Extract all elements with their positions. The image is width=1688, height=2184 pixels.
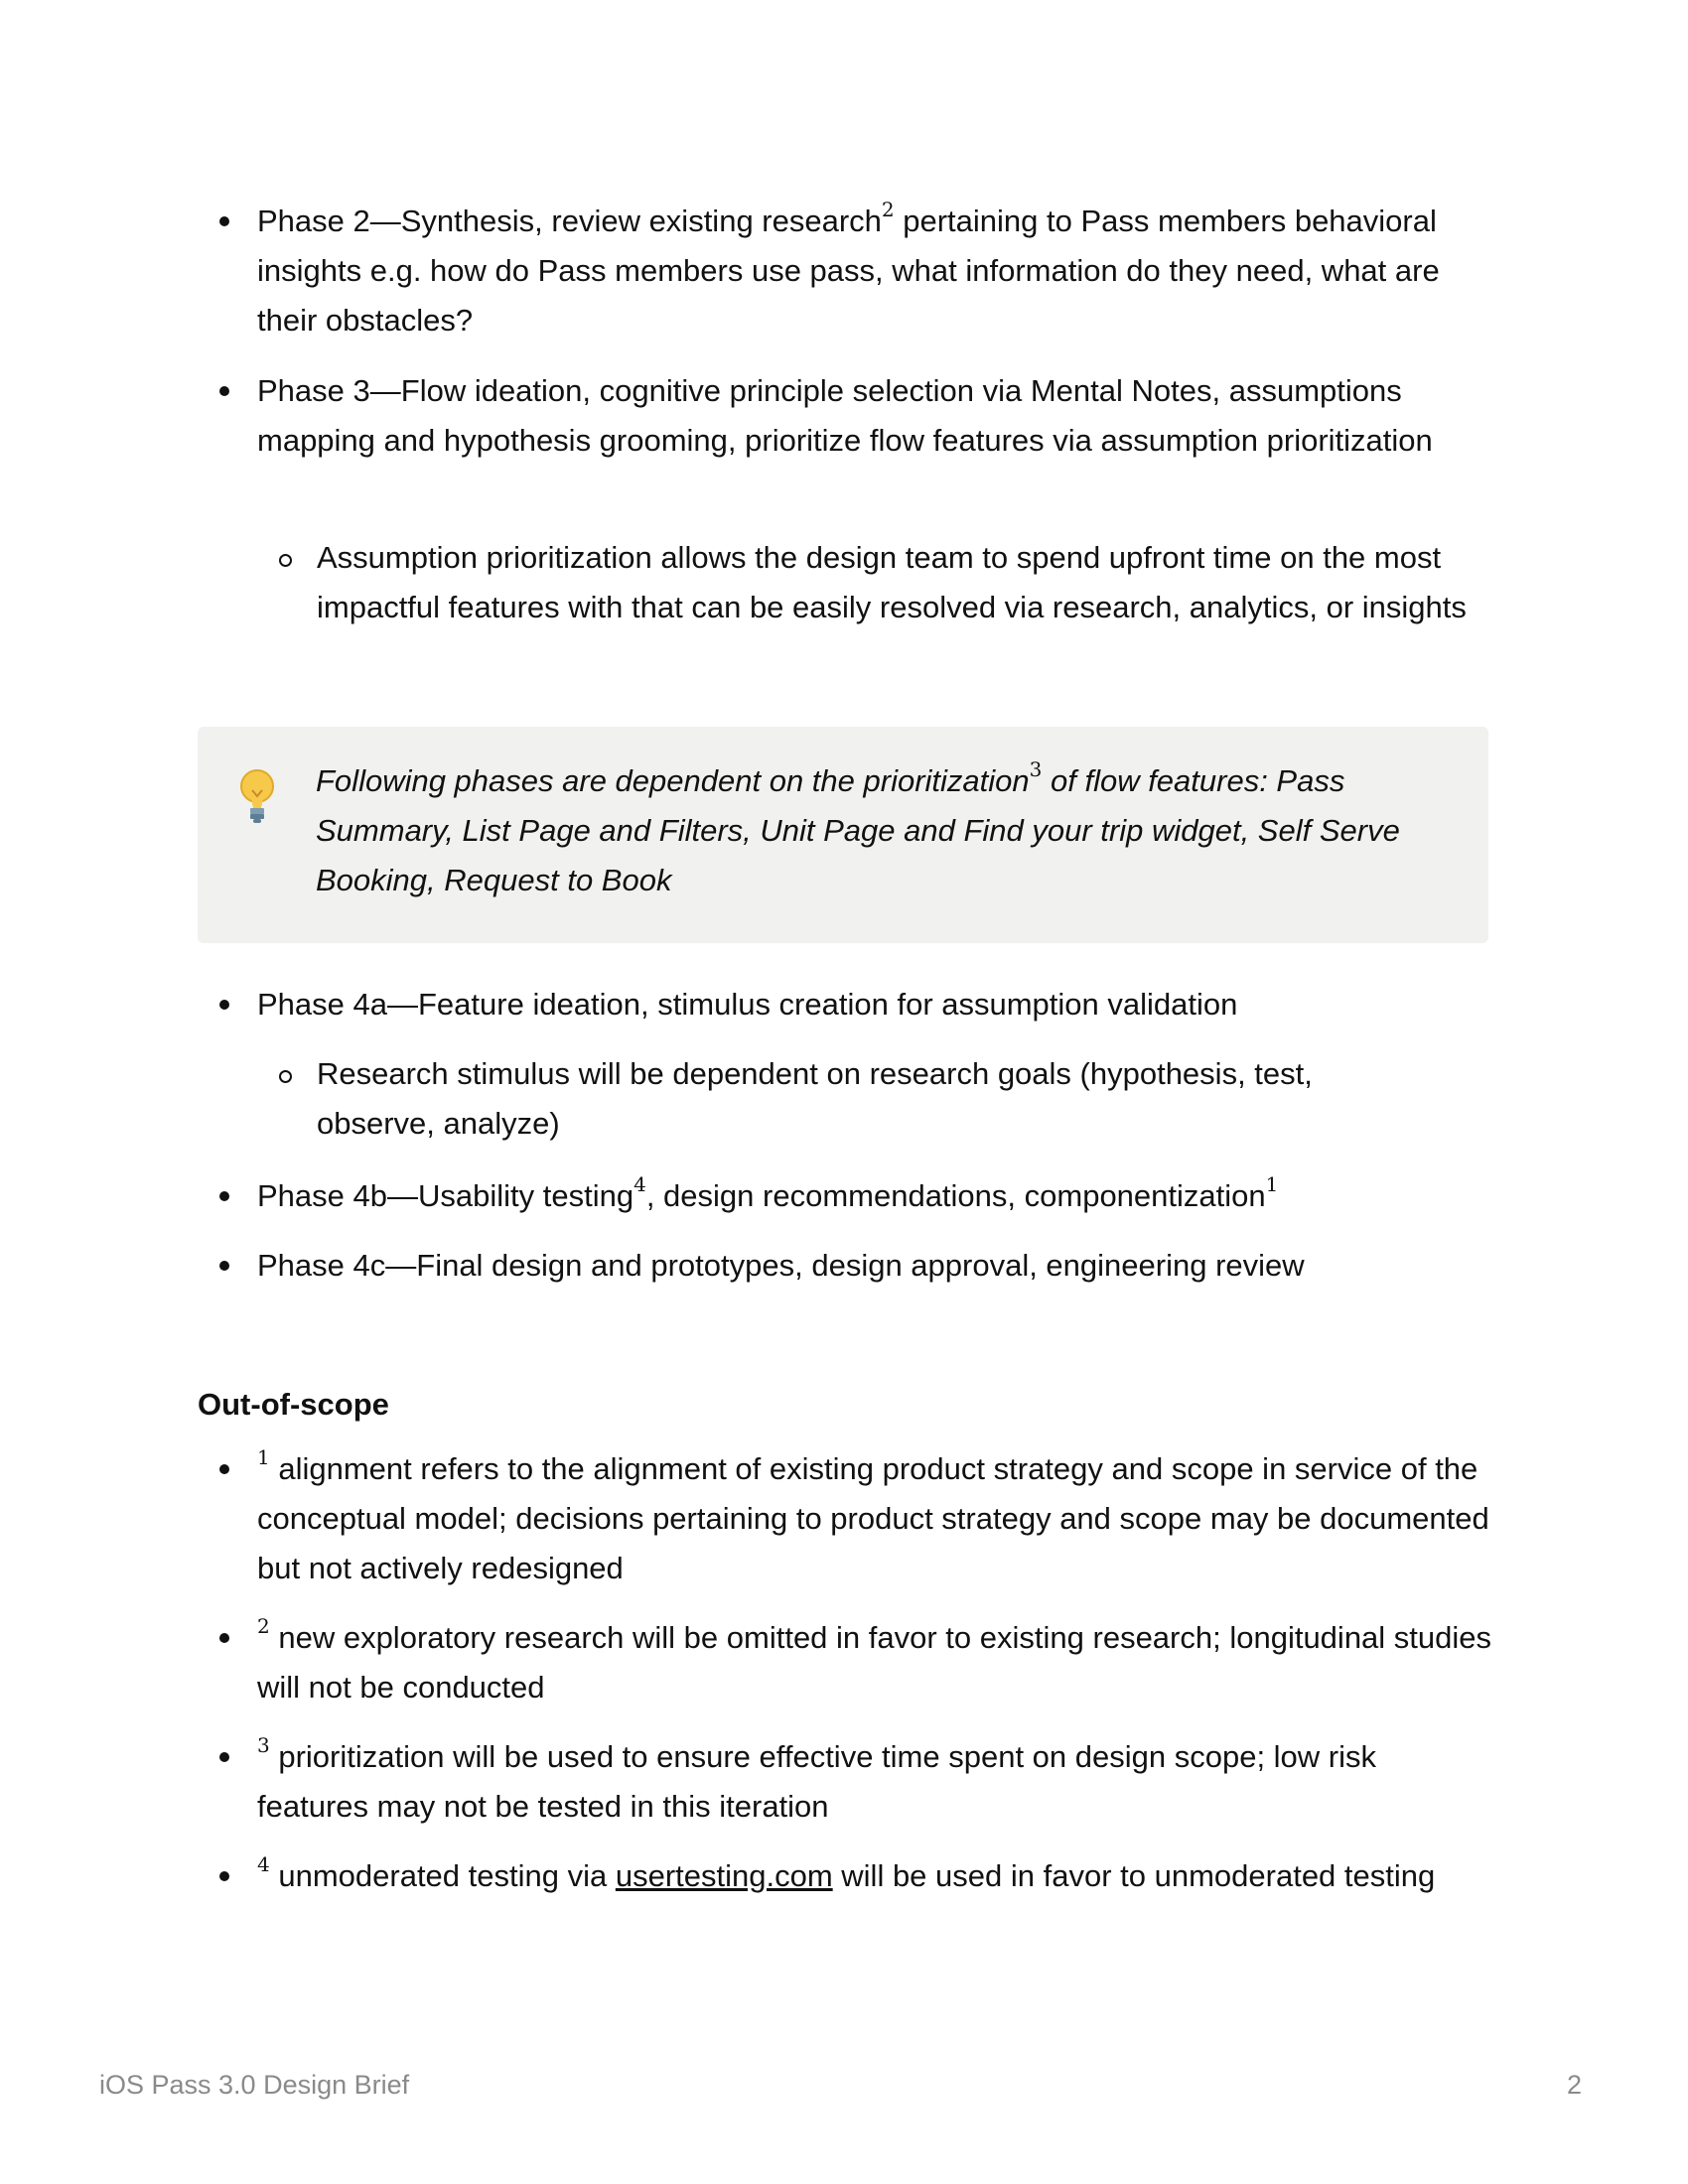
bullet [219, 1191, 229, 1201]
sub-bullet [279, 1070, 292, 1083]
scope-item-1: $^1$ alignment refers to the alignment of existing product strategy and scope in service of the conceptual model; decisions pertaining to product strategy and scope may be documented but not actively redesigned [257, 1444, 1489, 1585]
bullet [219, 216, 229, 226]
bullet [219, 1464, 229, 1474]
section-heading: Out-of-scope [198, 1387, 389, 1422]
bullet [219, 1633, 229, 1643]
phase-4a-subitem: Research stimulus will be dependent on research goals (hypothesis, test, observe, analyze) [317, 1056, 1313, 1141]
phase-3-text: Phase 3—Flow ideation, cognitive principle selection via Mental Notes, assumptions mapping and hypothesis grooming, prioritize flow features via assumption prioritization [257, 373, 1433, 458]
bullet [219, 1261, 229, 1271]
phase-3-subitem: Assumption prioritization allows the design team to spend upfront time on the most impactful features with that can be easily resolved via research, analytics, or insights [317, 540, 1467, 624]
bullet [219, 1752, 229, 1762]
usertesting-link[interactable]: usertesting.com [615, 1858, 833, 1893]
callout-box [198, 727, 1488, 943]
phase-4a-text: Phase 4a—Feature ideation, stimulus creation for assumption validation [257, 987, 1238, 1022]
bullet [219, 1000, 229, 1010]
scope-item-4: $^4$ unmoderated testing via usertesting.com will be used in favor to unmoderated testing [257, 1851, 1436, 1893]
page-number: 2 [1567, 2070, 1583, 2100]
callout-text: Following phases are dependent on the prioritization$^3$ of flow features: Pass Summary, List Page and Filters, Unit Page and Find your trip widget, Self Serve Booking, Request to Book [316, 756, 1400, 897]
lightbulb-icon [239, 768, 275, 828]
phase-4c-text: Phase 4c—Final design and prototypes, design approval, engineering review [257, 1248, 1305, 1283]
bullet [219, 1871, 229, 1881]
sub-bullet [279, 554, 292, 567]
scope-item-2: $^2$ new exploratory research will be omitted in favor to existing research; longitudinal studies will not be conducted [257, 1613, 1492, 1705]
bullet [219, 386, 229, 396]
scope-item-3: $^3$ prioritization will be used to ensure effective time spent on design scope; low risk features may not be tested in this iteration [257, 1732, 1377, 1824]
phase-2-text: Phase 2—Synthesis, review existing research$^2$ pertaining to Pass members behavioral insights e.g. how do Pass members use pass, what information do they need, what are their obstacles? [257, 197, 1440, 338]
phase-4b-text: Phase 4b—Usability testing$^4$, design recommendations, componentization$^1$ [257, 1171, 1279, 1213]
footer-title: iOS Pass 3.0 Design Brief [99, 2070, 410, 2100]
